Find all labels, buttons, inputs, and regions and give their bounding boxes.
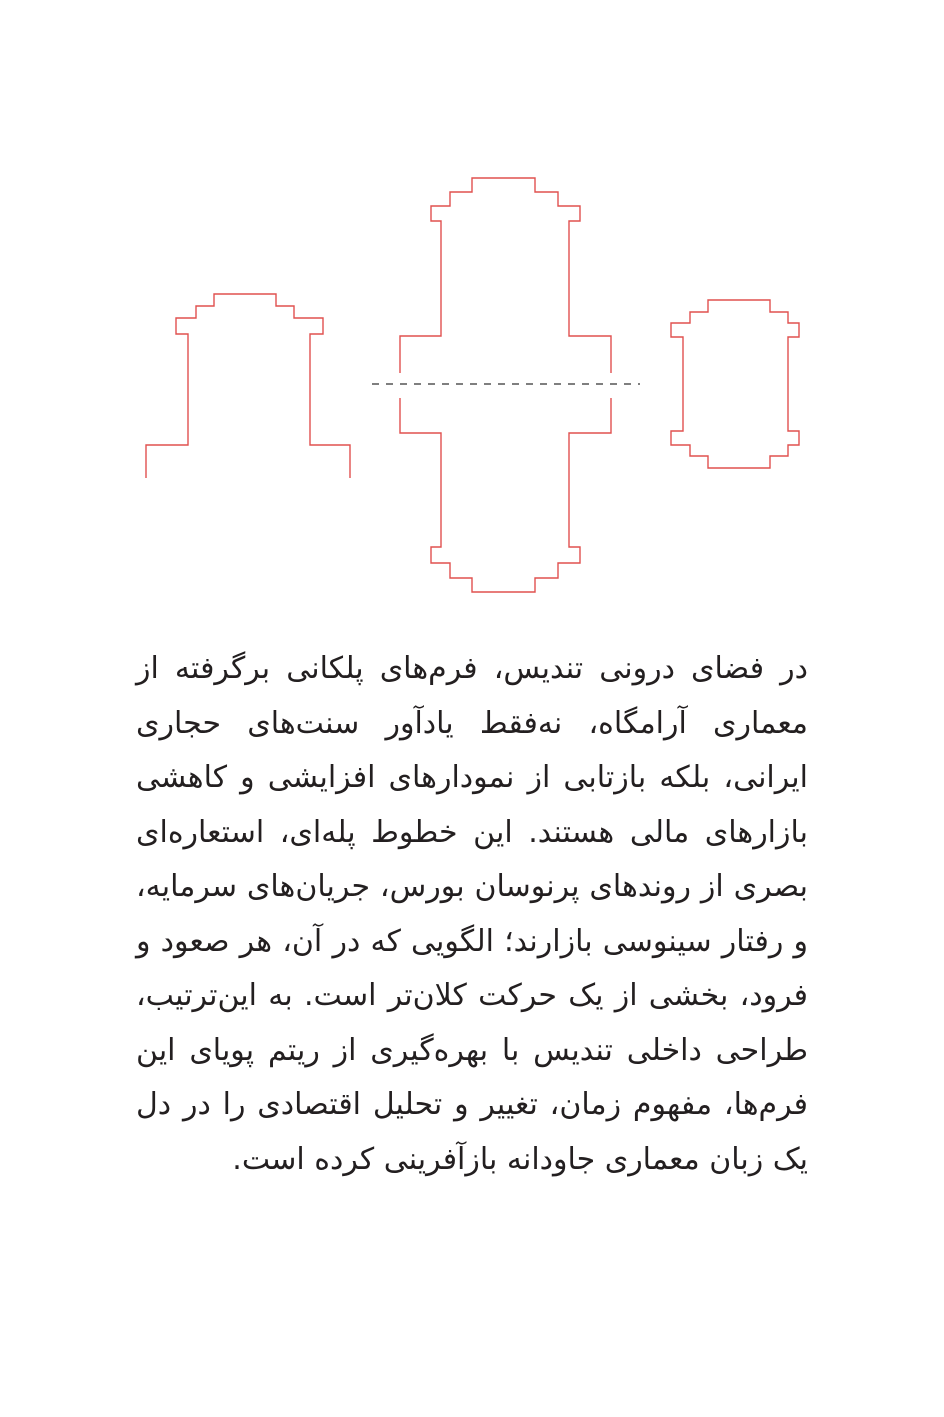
stepped-forms-illustration	[0, 0, 944, 620]
body-paragraph: در فضای درونی تندیس، فرم‌های پلکانی برگرفته از معماری آرامگاه، نه‌فقط یادآور سنت‌های حجاری ایرانی، بلکه بازتابی از نمودارهای افزایشی و کاهشی بازارهای مالی هستند. این خطوط پله‌ای، استعاره‌ای بصری از روندهای پرنوسان بورس، جریان‌های سرمایه، و رفتار سینوسی بازارند؛ الگویی که در آن، هر صعود و فرود، بخشی از یک حرکت کلان‌تر است. به این‌ترتیب، طراحی داخلی تندیس با بهره‌گیری از ریتم پویای این فرم‌ها، مفهوم زمان، تغییر و تحلیل اقتصادی را در دل یک زبان معماری جاودانه بازآفرینی کرده است.	[136, 651, 808, 1177]
stepped-frame-icon	[671, 300, 799, 468]
stepped-column-lower	[400, 398, 611, 592]
stepped-forms-svg	[0, 0, 944, 620]
stepped-arch-icon	[146, 294, 350, 478]
stepped-column-icon	[400, 178, 611, 373]
